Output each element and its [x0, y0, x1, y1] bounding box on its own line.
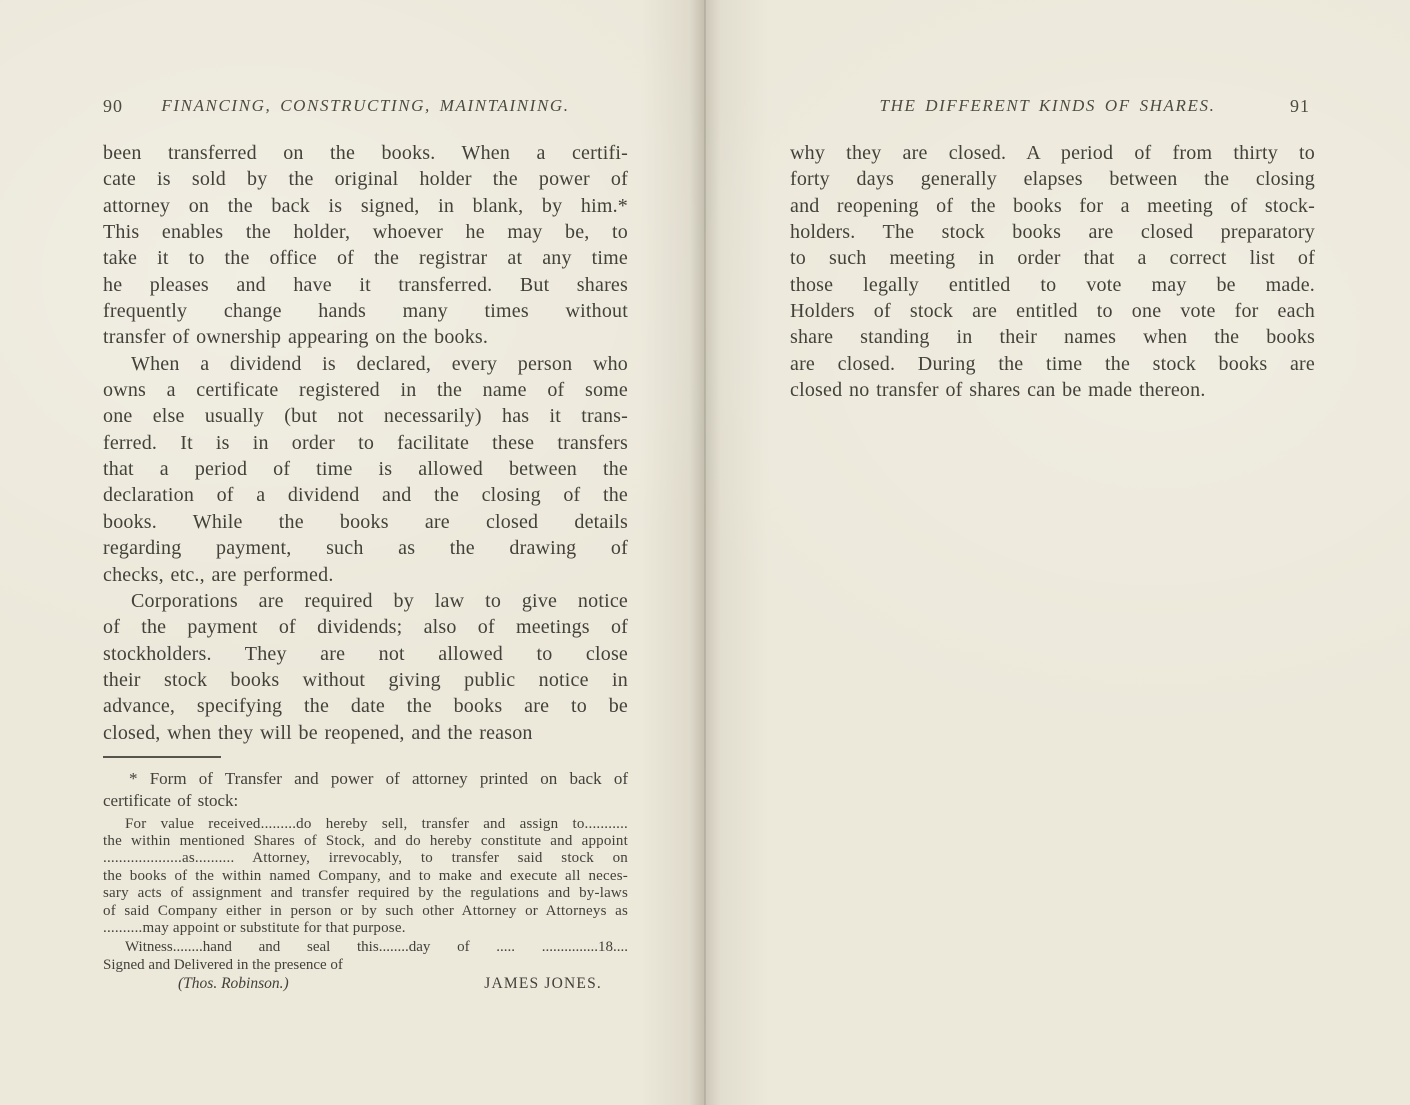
text-line: certificate of stock:	[103, 790, 239, 810]
text-line: the within mentioned Shares of Stock, and do hereby constitute and appoint	[103, 833, 628, 849]
paragraph	[790, 140, 1315, 403]
text-line: sary acts of assignment and transfer required by the regulations and by-laws	[103, 885, 628, 902]
witness-signature: (Thos. Robinson.)	[178, 975, 289, 993]
text-line: cate is sold by the original holder the power of	[103, 168, 628, 191]
footnote-signatures	[103, 975, 628, 993]
text-line: forty days generally elapses between the closing	[790, 168, 1315, 191]
text-line: he pleases and have it transferred. But shares	[103, 273, 628, 296]
text-line: closed no transfer of shares can be made thereon.	[790, 379, 1206, 402]
text-line: ....................as.......... Attorney, irrevocably, to transfer said stock on	[103, 850, 628, 867]
text-line: Corporations are required by law to give notice	[131, 589, 628, 612]
text-line: of said Company either in person or by such other Attorney or Attorneys as	[103, 902, 628, 919]
right-running-header: THE DIFFERENT KINDS OF SHARES.	[879, 96, 1216, 115]
text-line: Holders of stock are entitled to one vote for each	[790, 300, 1315, 323]
left-page-number: 90	[103, 96, 123, 116]
paragraph	[103, 351, 628, 588]
left-running-header: FINANCING, CONSTRUCTING, MAINTAINING.	[161, 96, 570, 115]
text-line: take it to the office of the registrar at any time	[103, 247, 628, 270]
text-line: Witness........hand and seal this........day of ..... ...............18....	[125, 939, 628, 956]
text-line: and reopening of the books for a meeting of stock-	[790, 194, 1315, 217]
text-line: declaration of a dividend and the closing of the	[103, 484, 628, 507]
text-line: holders. The stock books are closed preparatory	[790, 221, 1315, 244]
text-line: one else usually (but not necessarily) has it trans-	[103, 405, 628, 428]
footnote-form-text	[103, 816, 628, 938]
text-line: are closed. During the time the stock books are	[790, 352, 1315, 375]
text-line: those legally entitled to vote may be made.	[790, 273, 1315, 296]
text-line: frequently change hands many times without	[103, 300, 628, 323]
text-line: been transferred on the books. When a certifi-	[103, 142, 628, 164]
text-line: books. While the books are closed details	[103, 510, 628, 533]
text-line: regarding payment, such as the drawing of	[103, 537, 628, 560]
text-line: share standing in their names when the books	[790, 326, 1315, 349]
left-page-body	[103, 140, 628, 746]
paragraph	[103, 768, 628, 812]
footnote	[103, 754, 628, 993]
right-page-number: 91	[1290, 96, 1310, 116]
text-line: why they are closed. A period of from thirty to	[790, 142, 1315, 164]
paragraph	[103, 939, 628, 974]
text-line: Signed and Delivered in the presence of	[103, 956, 343, 973]
text-line: closed, when they will be reopened, and the reason	[103, 721, 533, 744]
text-line: * Form of Transfer and power of attorney printed on back of	[129, 769, 628, 788]
paragraph	[103, 588, 628, 746]
text-line: For value received.........do hereby sell, transfer and assign to...........	[125, 815, 628, 832]
text-line: When a dividend is declared, every person who	[131, 352, 628, 375]
right-page-body	[790, 140, 1315, 403]
text-line: to such meeting in order that a correct list of	[790, 247, 1315, 270]
text-line: attorney on the back is signed, in blank, by him.*	[103, 194, 628, 217]
footnote-rule	[103, 756, 221, 758]
paragraph	[103, 816, 628, 938]
text-line: ferred. It is in order to facilitate these transfers	[103, 431, 628, 454]
text-line: checks, etc., are performed.	[103, 563, 334, 586]
text-line: transfer of ownership appearing on the books.	[103, 326, 489, 349]
text-line: owns a certificate registered in the name of some	[103, 379, 628, 402]
text-line: their stock books without giving public notice in	[103, 668, 628, 691]
text-line: that a period of time is allowed between the	[103, 458, 628, 481]
footnote-intro	[103, 768, 628, 812]
text-line: advance, specifying the date the books are to be	[103, 695, 628, 718]
paragraph	[103, 140, 628, 351]
text-line: of the payment of dividends; also of meetings of	[103, 616, 628, 639]
principal-signature: JAMES JONES.	[484, 975, 602, 993]
text-line: ..........may appoint or substitute for that purpose.	[103, 920, 406, 937]
footnote-witness-block	[103, 939, 628, 974]
text-line: stockholders. They are not allowed to close	[103, 642, 628, 665]
text-line: the books of the within named Company, and to make and execute all neces-	[103, 867, 628, 884]
text-line: This enables the holder, whoever he may be, to	[103, 221, 628, 244]
left-page-header	[103, 96, 628, 118]
right-page-header	[785, 96, 1310, 118]
right-page	[705, 0, 1410, 1105]
